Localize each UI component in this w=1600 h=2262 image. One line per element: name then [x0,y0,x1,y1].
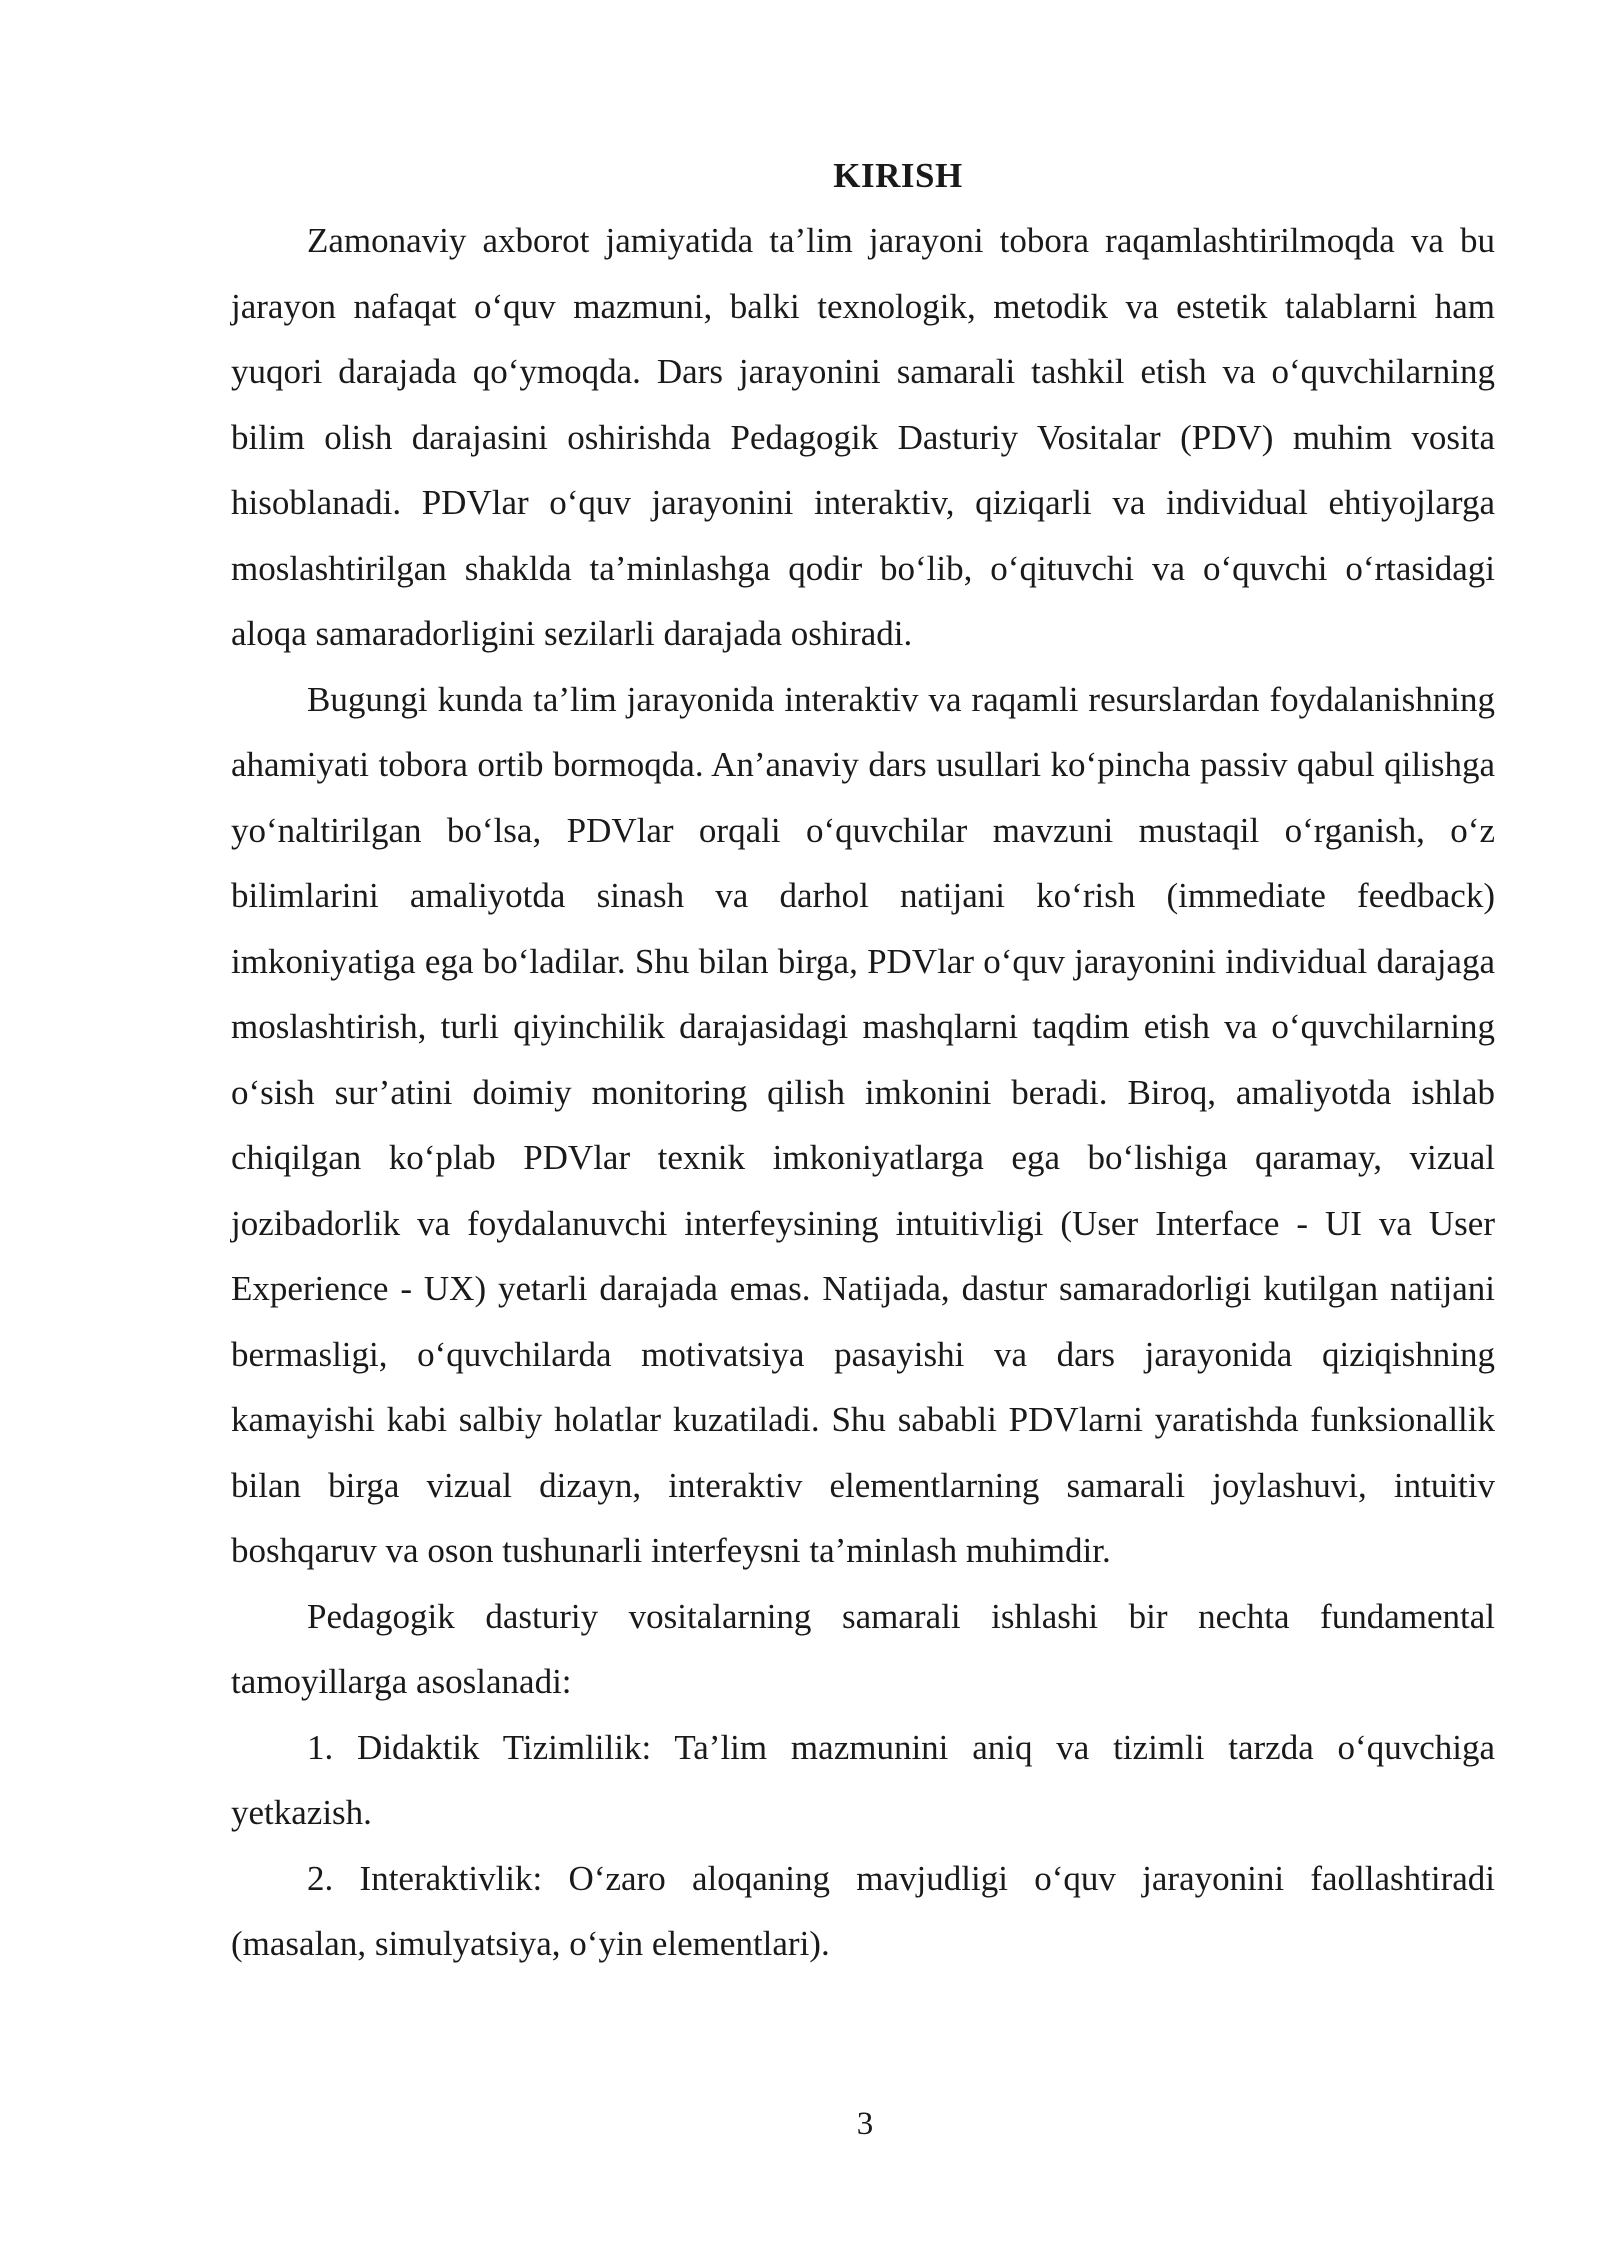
list-item-didactic-systematicity: 1. Didaktik Tizimlilik: Ta’lim mazmunini aniq va tizimli tarzda o‘quvchiga yetkazish. [231,1727,1495,1832]
paragraph-principles-intro: Pedagogik dasturiy vositalarning samarali ishlashi bir nechta fundamental tamoyillarga asoslanadi: [231,1596,1495,1701]
document-page [231,150,1495,1977]
section-heading: KIRISH [833,156,963,195]
paragraph-intro: Zamonaviy axborot jamiyatida ta’lim jarayoni tobora raqamlashtirilmoqda va bu jarayon nafaqat o‘quv mazmuni, balki texnologik, metodik va estetik talablarni ham yuqori darajada qo‘ymoqda. Dars jarayonini samarali tashkil etish va o‘quvchilarning bilim olish darajasini oshirishda Pedagogik Dasturiy Vositalar (PDV) muhim vosita hisoblanadi. PDVlar o‘quv jarayonini interaktiv, qiziqarli va individual ehtiyojlarga moslashtirilgan shaklda ta’minlashga qodir bo‘lib, o‘qituvchi va o‘quvchi o‘rtasidagi aloqa samaradorligini sezilarli darajada oshiradi. [231,221,1495,653]
page-number: 3 [856,2106,874,2142]
paragraph-interactive-resources: Bugungi kunda ta’lim jarayonida interaktiv va raqamli resurslardan foydalanishning ahamiyati tobora ortib bormoqda. An’anaviy dars usullari ko‘pincha passiv qabul qilishga yo‘naltirilgan bo‘lsa, PDVlar orqali o‘quvchilar mavzuni mustaqil o‘rganish, o‘z bilimlarini amaliyotda sinash va darhol natijani ko‘rish (immediate feedback) imkoniyatiga ega bo‘ladilar. Shu bilan birga, PDVlar o‘quv jarayonini individual darajaga moslashtirish, turli qiyinchilik darajasidagi mashqlarni taqdim etish va o‘quvchilarning o‘sish sur’atini doimiy monitoring qilish imkonini beradi. Biroq, amaliyotda ishlab chiqilgan ko‘plab PDVlar texnik imkoniyatlarga ega bo‘lishiga qaramay, vizual jozibadorlik va foydalanuvchi interfeysining intuitivligi (User Interface - UI va User Experience - UX) yetarli darajada emas. Natijada, dastur samaradorligi kutilgan natijani bermasligi, o‘quvchilarda motivatsiya pasayishi va dars jarayonida qiziqishning kamayishi kabi salbiy holatlar kuzatiladi. Shu sababli PDVlarni yaratishda funksionallik bilan birga vizual dizayn, interaktiv elementlarning samarali joylashuvi, intuitiv boshqaruv va oson tushunarli interfeysni ta’minlash muhimdir. [231,679,1495,1570]
list-item-interactivity: 2. Interaktivlik: O‘zaro aloqaning mavjudligi o‘quv jarayonini faollashtiradi (masalan, simulyatsiya, o‘yin elementlari). [231,1858,1495,1963]
